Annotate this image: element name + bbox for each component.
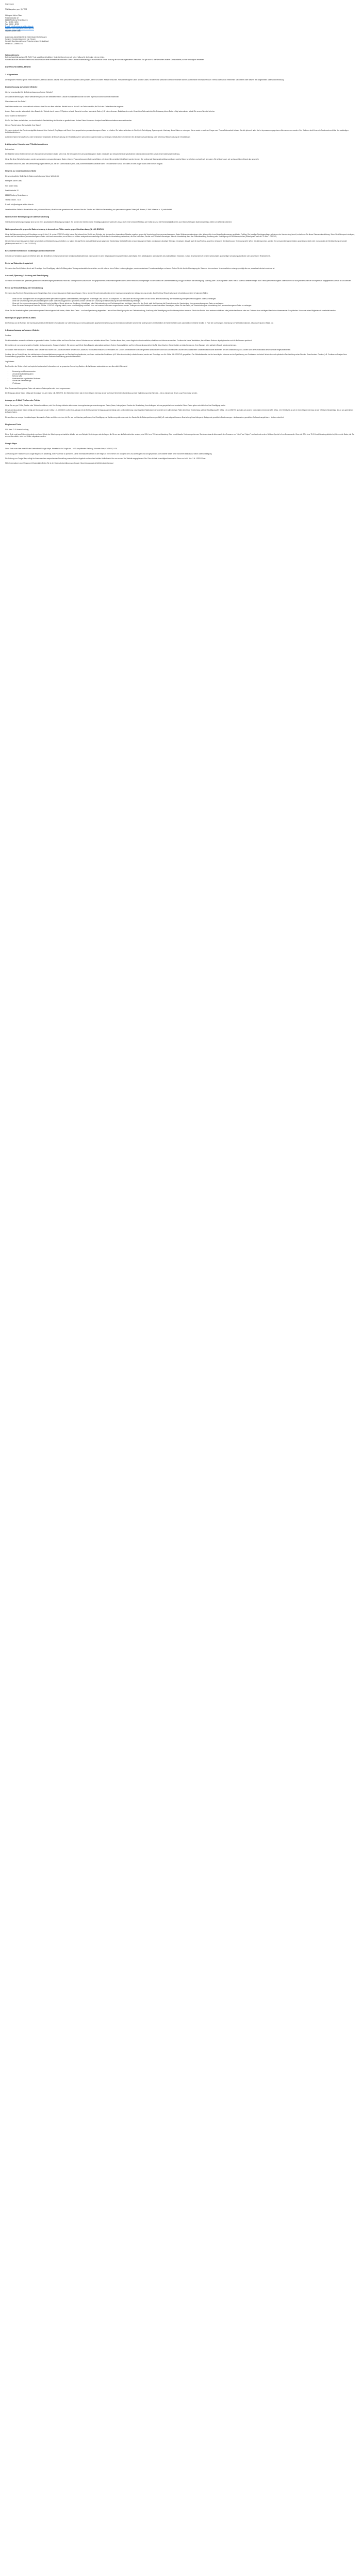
imprint-line: Steuer-Nr.: 2208963771 xyxy=(5,42,23,45)
section-heading: Datenerfassung auf unserer Website xyxy=(5,86,38,89)
privacy-section xyxy=(5,262,356,269)
imprint-line: 82643 Riedberg Rendsfraunen xyxy=(5,19,28,21)
section-paragraph: Mehr Informationen zum Umgang mit Nutzerdaten finden Sie in der Datenschutzerklärung von Google: https://www.google.de/intl/de/policies/privacy/. xyxy=(5,462,114,464)
list-item: • Uhrzeit der Serveranfrage xyxy=(12,380,356,382)
section-paragraph: Wer ist verantwortlich für die Datenerfassung auf dieser Website? xyxy=(5,91,53,94)
section-paragraph: Sie haben das Recht, Daten, die wir auf Grundlage Ihrer Einwilligung oder in Erfüllung eines Vertrags automatisiert verarbeiten, an sich oder an einen Dritten in einem gängigen, maschinenlesbaren Format aushändigen zu lassen. Sofern Sie die direkte Übertragung der Daten an einen anderen Verantwortlichen verlangen, erfolgt dies nur, soweit es technisch machbar ist. xyxy=(5,267,275,269)
section-paragraph: Wenn Sie uns per E-Mail, Telefon oder Telefax kontaktieren, wird Ihre Anfrage inklusive aller daraus hervorgehenden personenbezogenen Daten (Name, Anfrage) zum Zwecke der Bearbeitung Ihres Anliegens bei uns gespeichert und verarbeitet. Diese Daten geben wir nicht ohne Ihre Einwilligung weiter. xyxy=(5,404,226,406)
privacy-section xyxy=(5,216,356,223)
section-paragraph: Log-Dateien xyxy=(5,360,14,363)
section-paragraph: Friedrichstraße 32 xyxy=(5,189,19,192)
privacy-section xyxy=(5,317,356,324)
imprint-line: Metzgerei Achim Oltas xyxy=(5,14,22,17)
section-heading: Google Maps xyxy=(5,443,17,445)
privacy-section xyxy=(5,443,356,464)
section-paragraph: Wir weisen darauf hin, dass die Datenübertragung im Internet (z.B. bei der Kommunikation per E-Mail) Sicherheitslücken aufweisen kann. Ein lückenloser Schutz der Daten vor dem Zugriff durch Dritte ist nicht möglich. xyxy=(5,162,163,165)
imprint-website-link[interactable]: Internet: www.metzgerei-achim-oltas.de xyxy=(5,27,34,30)
privacy-section xyxy=(5,170,356,211)
section-paragraph: E-Mail: info@metzgerei-achim-oltas.de xyxy=(5,204,34,206)
section-paragraph: Metzgerei Achim Oltas xyxy=(5,180,22,182)
section-paragraph: Herr Achim Oltas xyxy=(5,184,18,187)
section-heading: Anfrage per E-Mail, Telefon oder Telefax xyxy=(5,399,41,401)
imprint-line: Fax: 08150 - 52 30 xyxy=(5,23,19,26)
section-heading: Plugins und Tools xyxy=(5,423,21,426)
list-item: • Referrer URL xyxy=(12,375,356,378)
section-paragraph: Zur Nutzung der Funktionen von Google Maps ist es notwendig, Ihre IP Adresse zu speichern. Diese Informationen werden in der Regel an einen Server von Google in den USA übertragen und dort gespeichert. Der Anbieter dieser Seite hat keinen Einfluss auf diese Datenübertragung. xyxy=(5,452,212,455)
section-paragraph: Datenschutz xyxy=(5,148,14,151)
list-item: • Hostname des zugreifenden Rechners xyxy=(12,378,356,380)
list-item: • Wenn Sie einen Widerspruch nach Art. 21 Abs. 1 DSGVO eingelegt haben, muss eine Abwägung zwischen Ihren und unseren Interessen vorgenommen werden. Solange noch nicht feststeht, wessen Interessen überwiegen, haben Sie das Recht, die Einschränkung der Verarbeitung Ihrer personenbezogenen Daten zu verlangen. xyxy=(12,304,356,307)
imprint-email-link[interactable]: E-Mail: info@metzgerei-achim-oltas.de xyxy=(5,25,34,28)
privacy-section xyxy=(5,228,356,245)
section-paragraph: Die folgenden Hinweise geben einen einfachen Überblick darüber, was mit Ihren personenbezogenen Daten passiert, wenn Sie unsere Website besuchen. Personenbezogene Daten sind alle Daten, mit denen Sie persönlich identifiziert werden können. Ausführliche Informationen zum Thema Datenschutz entnehmen Sie unserer unter diesem Text aufgeführten Datenschutzerklärung. xyxy=(5,78,284,81)
section-paragraph: Wenn Sie diese Website benutzen, werden verschiedene personenbezogene Daten erhoben. Personenbezogene Daten sind Daten, mit denen Sie persönlich identifiziert werden können. Die vorliegende Datenschutzerklärung erläutert, welche Daten wir erheben und wofür wir sie nutzen. Sie erläutert auch, wie und zu welchem Zweck das geschieht. xyxy=(5,158,259,160)
privacy-section xyxy=(5,287,356,312)
privacy-section xyxy=(5,329,356,394)
section-paragraph: Diese Seite nutzt aus Sicherheitsgründen und zum Schutz der Übertragung vertraulicher Inhalte, wie zum Beispiel Bestellungen oder Anfragen, die Sie an uns als Seitenbetreiber senden, eine SSL- bzw. TLS-Verschlüsselung. Eine verschlüsselte Verbindung erkennen Sie daran, dass die Adresszeile des Browsers von “http://” auf “https://” wechselt und an dem Schloss-Symbol in Ihrer Browserzeile. Wenn die SSL- bzw. TLS-Verschlüsselung aktiviert ist, können die Daten, die Sie an uns übermitteln, nicht von Dritten mitgelesen werden. xyxy=(5,433,354,438)
section-paragraph: Sie haben jederzeit das Recht unentgeltlich Auskunft über Herkunft, Empfänger und Zweck Ihrer gespeicherten personenbezogenen Daten zu erhalten. Sie haben außerdem ein Recht, die Berichtigung, Sperrung oder Löschung dieser Daten zu verlangen. Hierzu sowie zu weiteren Fragen zum Thema Datenschutz können Sie sich jederzeit unter der im Impressum angegebenen Adresse an uns wenden. Des Weiteren steht Ihnen ein Beschwerderecht bei der zuständigen Aufsichtsbehörde zu. xyxy=(5,129,349,133)
imprint-block xyxy=(5,8,356,61)
section-heading: Widerspruchsrecht gegen die Datenerhebung in besonderen Fällen sowie gegen Direktwerbung (Art. 21 DSGVO) xyxy=(5,228,105,230)
section-heading: Widerruf Ihrer Einwilligung zur Datenverarbeitung xyxy=(5,215,50,218)
section-heading: Recht auf Einschränkung der Verarbeitung xyxy=(5,287,43,290)
section-paragraph: Wie erfassen wir Ihre Daten? xyxy=(5,100,27,103)
section-paragraph: Die Internetseiten verwenden teilweise so genannte Cookies. Cookies richten auf Ihrem Rechner keinen Schaden an und enthalten keine Viren. Cookies dienen dazu, unser Angebot nutzerfreundlicher, effektiver und sicherer zu machen. Cookies sind kleine Textdateien, die auf Ihrem Rechner abgelegt werden und die Ihr Browser speichert. xyxy=(5,339,252,342)
section-heading: Widerspruch gegen Werbe-E-Mails xyxy=(5,317,36,319)
section-list xyxy=(5,298,356,307)
section-paragraph: Wenn Sie die Verarbeitung Ihrer personenbezogenen Daten eingeschränkt haben, dürfen diese Daten – von ihrer Speicherung abgesehen – nur mit Ihrer Einwilligung oder zur Geltendmachung, Ausübung oder Verteidigung von Rechtsansprüchen oder zum Schutz der Rechte einer anderen natürlichen oder juristischen Person oder aus Gründen eines wichtigen öffentlichen Interesses der Europäischen Union oder eines Mitgliedstaats verarbeitet werden. xyxy=(5,309,336,312)
section-heading: Hinweis zur verantwortlichen Stelle xyxy=(5,170,37,173)
section-paragraph: Andere Daten werden automatisch beim Besuch der Website durch unsere IT-Systeme erfasst. Das sind vor allem technische Daten (z.B. Internetbrowser, Betriebssystem oder Uhrzeit des Seitenaufrufs). Die Erfassung dieser Daten erfolgt automatisch, sobald Sie unsere Website betreten. xyxy=(5,110,216,112)
privacy-section xyxy=(5,143,356,165)
imprint-line: Tel.: 08150 - 5210 xyxy=(5,21,19,24)
list-item: • IP-Adresse xyxy=(12,382,356,385)
imprint-line: Inhaber: Achim Oltas xyxy=(5,29,21,32)
privacy-title: DATENSCHUTZERKLÄRUNG xyxy=(5,65,31,68)
section-paragraph: Diese Seite nutzt über eine API den Kartendienst Google Maps. Anbieter ist die Google Inc., 1600 Amphitheatre Parkway, Mountain View, CA 94043, USA. xyxy=(5,448,118,450)
section-paragraph: Die Betreiber dieser Seiten nehmen den Schutz Ihrer persönlichen Daten sehr ernst. Wir behandeln Ihre personenbezogenen Daten vertraulich und entsprechend der gesetzlichen Datenschutzvorschriften sowie dieser Datenschutzerklärung. xyxy=(5,153,180,156)
section-heading: 2. Allgemeine Hinweise und Pflichtinformationen xyxy=(5,143,48,146)
section-paragraph: Der Provider der Seiten erhebt und speichert automatisch Informationen in so genannten Server-Log-Dateien, die Ihr Browser automatisch an uns übermittelt. Dies sind: xyxy=(5,365,128,367)
section-paragraph: Wofür nutzen wir Ihre Daten? xyxy=(5,115,27,117)
section-paragraph: Cookies, die zur Durchführung des elektronischen Kommunikationsvorgangs oder zur Bereitstellung bestimmter, von Ihnen erwünschter Funktionen (z.B. Warenkorbfunktion) erforderlich sind, werden auf Grundlage von Art. 6 Abs. 1 lit. f DSGVO gespeichert. Der Websitebetreiber hat ein berechtigtes Interesse an der Speicherung von Cookies zur technisch fehlerfreien und optimierten Bereitstellung seiner Dienste. Soweit andere Cookies (z.B. Cookies zur Analyse Ihres Surfverhaltens) gespeichert werden, werden diese in dieser Datenschutzerklärung gesondert behandelt. xyxy=(5,353,347,358)
section-paragraph: 82643 Riedberg Rendsfraunen xyxy=(5,194,28,196)
section-paragraph: Eine Zusammenführung dieser Daten mit anderen Datenquellen wird nicht vorgenommen. xyxy=(5,387,71,389)
list-item: • Wenn Sie die Richtigkeit Ihrer bei uns gespeicherten personenbezogenen Daten bestreiten, benötigen wir in der Regel Zeit, um dies zu überprüfen. Für die Dauer der Prüfung haben Sie das Recht, die Einschränkung der Verarbeitung Ihrer personenbezogenen Daten zu verlangen. xyxy=(12,298,356,300)
section-paragraph: Sie können Ihren Browser so einstellen, dass Sie über das Setzen von Cookies informiert werden und Cookies nur im Einzelfall erlauben, die Annahme von Cookies für bestimmte Fälle oder generell ausschließen sowie das automatische Löschen der Cookies beim Schließen des Browser aktivieren. Bei der Deaktivierung von Cookies kann die Funktionalität dieser Website eingeschränkt sein. xyxy=(5,348,291,351)
section-heading: 3. Datenerfassung auf unserer Website xyxy=(5,329,40,332)
privacy-section xyxy=(5,423,356,438)
privacy-section xyxy=(5,74,356,81)
section-heading: Recht auf Datenübertragbarkeit xyxy=(5,262,33,264)
section-paragraph: Die Erfassung dieser Daten erfolgt auf Grundlage von Art. 6 Abs. 1 lit. f DSGVO. Der Websitebetreiber hat ein berechtigtes Interesse an der technisch fehlerfreien Darstellung und der Optimierung seiner Website – hierzu müssen die Server-Log-Files erfasst werden. xyxy=(5,392,198,394)
section-paragraph: Die Verarbeitung dieser Daten erfolgt auf Grundlage von Art. 6 Abs. 1 lit. b DSGVO, sofern Ihre Anfrage mit der Erfüllung eines Vertrags zusammenhängt oder zur Durchführung vorvertraglicher Maßnahmen erforderlich ist. In allen übrigen Fällen beruht die Verarbeitung auf Ihrer Einwilligung (Art. 6 Abs. 1 lit. a DSGVO) und/oder auf unseren berechtigten Interessen (Art. 6 Abs. 1 lit. f DSGVO), da wir ein berechtigtes Interesse an der effektiven Bearbeitung der an uns gerichteten Anfragen haben. xyxy=(5,409,353,414)
section-paragraph: Telefon: 08150 - 5210 xyxy=(5,199,21,201)
section-paragraph: Wenn die Datenverarbeitung auf Grundlage von Art. 6 Abs. 1 lit. e oder f DSGVO erfolgt, haben Sie jederzeit das Recht, aus Gründen, die sich aus Ihrer besonderen Situation ergeben, gegen die Verarbeitung Ihrer personenbezogenen Daten Widerspruch einzulegen; dies gilt auch für ein auf diese Bestimmungen gestütztes Profiling. Die jeweilige Rechtsgrundlage, auf denen eine Verarbeitung beruht, entnehmen Sie dieser Datenschutzerklärung. Wenn Sie Widerspruch einlegen, werden wir Ihre betroffenen personenbezogenen Daten nicht mehr verarbeiten, es sei denn, wir können zwingende schutzwürdige Gründe für die Verarbeitung nachweisen, die Ihre Interessen, Rechte und Freiheiten überwiegen oder die Verarbeitung dient der Geltendmachung, Ausübung oder Verteidigung von Rechtsansprüchen (Widerspruch nach Art. 21 Abs. 1 DSGVO). xyxy=(5,233,355,238)
section-paragraph: Der Nutzung von im Rahmen der Impressumspflicht veröffentlichten Kontaktdaten zur Übersendung von nicht ausdrücklich angeforderter Werbung und Informationsmaterialien wird hiermit widersprochen. Die Betreiber der Seiten behalten sich ausdrücklich rechtliche Schritte im Falle der unverlangten Zusendung von Werbeinformationen, etwa durch Spam-E-Mails, vor. xyxy=(5,322,274,325)
section-paragraph: Welche Rechte haben Sie bezüglich Ihrer Daten? xyxy=(5,124,41,127)
privacy-sections xyxy=(5,74,356,464)
section-paragraph: Außerdem haben Sie das Recht, unter bestimmten Umständen die Einschränkung der Verarbeitung Ihrer personenbezogenen Daten zu verlangen. Details hierzu entnehmen Sie der Datenschutzerklärung unter „Recht auf Einschränkung der Verarbeitung“. xyxy=(5,136,191,139)
privacy-section xyxy=(5,275,356,282)
imprint-line: Kammer: Handwerkskammer von Hessen xyxy=(5,38,36,41)
section-heading: Beschwerderecht bei der zuständigen Aufsichtsbehörde xyxy=(5,249,55,252)
list-item: • verwendetes Betriebssystem xyxy=(12,373,356,376)
section-paragraph: Werden Ihre personenbezogenen Daten verarbeitet, um Direktwerbung zu betreiben, so haben Sie das Recht, jederzeit Widerspruch gegen die Verarbeitung Sie betreffender personenbezogener Daten zum Zwecke derartiger Werbung einzulegen; dies gilt auch für das Profiling, soweit es mit solcher Direktwerbung in Verbindung steht. Wenn Sie widersprechen, werden Ihre personenbezogenen Daten anschließend nicht mehr zum Zwecke der Direktwerbung verwendet (Widerspruch nach Art. 21 Abs. 2 DSGVO). xyxy=(5,240,347,245)
section-paragraph: Die Nutzung von Google Maps erfolgt im Interesse einer ansprechenden Darstellung unserer Online-Angebote und an einer leichten Auffindbarkeit der von uns auf der Website angegebenen Orte. Dies stellt ein berechtigtes Interesse im Sinne von Art. 6 Abs. 1 lit. f DSGVO dar. xyxy=(5,457,206,460)
section-paragraph: Die meisten der von uns verwendeten Cookies sind so genannte „Session-Cookies“. Sie werden nach Ende Ihres Besuchs automatisch gelöscht. Andere Cookies bleiben auf Ihrem Endgerät gespeichert bis Sie diese löschen. Diese Cookies ermöglichen es uns, Ihren Browser beim nächsten Besuch wiederzuerkennen. xyxy=(5,344,237,346)
section-paragraph: Viele Datenverarbeitungsvorgänge sind nur mit Ihrer ausdrücklichen Einwilligung möglich. Sie können eine bereits erteilte Einwilligung jederzeit widerrufen. Dazu reicht eine formlose Mitteilung per E-Mail an uns. Die Rechtmäßigkeit der bis zum Widerruf erfolgten Datenverarbeitung bleibt vom Widerruf unberührt. xyxy=(5,221,232,223)
imprint-line: Zuständige Aufsichtsbehörde: Veterinäramt Geltinhausen xyxy=(5,36,47,39)
privacy-section xyxy=(5,399,356,418)
section-paragraph: Ihre Daten werden zum einen dadurch erhoben, dass Sie uns diese mitteilen. Hierbei kann es sich z.B. um Daten handeln, die Sie in ein Kontaktformular eingeben. xyxy=(5,105,124,108)
section-paragraph: Im Falle von Verstößen gegen die DSGVO steht den Betroffenen ein Beschwerderecht bei einer Aufsichtsbehörde, insbesondere in dem Mitgliedstaat ihres gewöhnlichen Aufenthalts, ihres Arbeitsplatzes oder des Orts des mutmaßlichen Verstoßes zu. Das Beschwerderecht besteht unbeschadet anderweitiger verwaltungsrechtlicher oder gerichtlicher Rechtsbehelfe. xyxy=(5,255,271,257)
list-item: • Wenn wir Ihre personenbezogenen Daten nicht mehr benötigen, Sie sie jedoch zur Ausübung, Verteidigung oder Geltendmachung von Rechtsansprüchen benötigen, haben Sie das Recht, statt der Löschung die Einschränkung der Verarbeitung Ihrer personenbezogenen Daten zu verlangen. xyxy=(12,302,356,305)
section-paragraph: Sie haben das Recht, die Einschränkung der Verarbeitung Ihrer personenbezogenen Daten zu verlangen. Hierzu können Sie sich jederzeit unter der im Impressum angegebenen Adresse an uns wenden. Das Recht auf Einschränkung der Verarbeitung besteht in folgenden Fällen: xyxy=(5,292,208,295)
section-paragraph: Cookies xyxy=(5,334,11,337)
section-paragraph: Die von Ihnen an uns per Kontaktanfragen übersandten Daten verbleiben bei uns, bis Sie uns zur Löschung auffordern, Ihre Einwilligung zur Speicherung widerrufen oder der Zweck für die Datenspeicherung entfällt (z.B. nach abgeschlossener Bearbeitung Ihres Anliegens). Zwingende gesetzliche Bestimmungen – insbesondere gesetzliche Aufbewahrungsfristen – bleiben unberührt. xyxy=(5,416,284,418)
section-list xyxy=(5,370,356,385)
imprint-line: Friedrichstraße 32 xyxy=(5,16,19,19)
privacy-section xyxy=(5,86,356,138)
section-paragraph: SSL- bzw. TLS-Verschlüsselung xyxy=(5,428,29,431)
section-paragraph: Ein Teil der Daten wird erhoben, um eine fehlerfreie Bereitstellung der Website zu gewährleisten. Andere Daten können zur Analyse Ihres Nutzerverhaltens verwendet werden. xyxy=(5,120,133,122)
liability-text: Datenschutzerklärung/gem.§5, TMG: Trotz sorgfältiger inhaltlicher Kontrolle übernehmen wir keine Haftung für die Inhalte externer Links. xyxy=(5,56,105,59)
section-heading: Auskunft, Sperrung, Löschung und Berichtigung xyxy=(5,275,48,277)
liability-title: Haftungshinweis: xyxy=(5,54,20,56)
section-paragraph: Die Datenverarbeitung auf dieser Website erfolgt durch den Websitebetreiber. Dessen Kontaktdaten können Sie dem Impressum dieser Website entnehmen. xyxy=(5,96,120,98)
section-heading: 1. Allgemeines xyxy=(5,73,19,76)
imprint-line: Pflichtangaben gem. §5, TMG xyxy=(5,8,27,11)
privacy-section xyxy=(5,250,356,257)
list-item: • Browsertyp und Browserversion xyxy=(12,370,356,373)
disclaimer-text: Für den Inhalt der verlinkten Seiten sind ausschließlich deren Betreiber verantwortlich. Diese Datenschutzerklärung gilt ausschließlich für die Nutzung der von uns angebotenen Webseiten. Sie gilt nicht für die Webseiten anderer Dienstanbieter, auf die wir lediglich verweisen. xyxy=(5,58,205,61)
section-paragraph: Verantwortliche Stelle ist die natürliche oder juristische Person, die allein oder gemeinsam mit anderen über die Zwecke und Mittel der Verarbeitung von personenbezogenen Daten (z.B. Namen, E-Mail-Adressen o. Ä.) entscheidet. xyxy=(5,208,172,211)
imprint-line: Gesetzl. Berufsbezeichnung: Fleischermeister, Deutschland xyxy=(5,40,49,43)
list-item: • Wenn die Verarbeitung Ihrer personenbezogenen Daten unrechtmäßig geschah / geschieht, können Sie statt der Löschung die Einschränkung der Datenverarbeitung verlangen. xyxy=(12,300,356,302)
section-paragraph: Sie haben im Rahmen der geltenden gesetzlichen Bestimmungen jederzeit das Recht auf unentgeltliche Auskunft über Ihre gespeicherten personenbezogenen Daten, deren Herkunft und Empfänger und den Zweck der Datenverarbeitung und ggf. ein Recht auf Berichtigung, Sperrung oder Löschung dieser Daten. Hierzu sowie zu weiteren Fragen zum Thema personenbezogene Daten können Sie sich jederzeit unter der im Impressum angegebenen Adresse an uns wenden. xyxy=(5,280,352,282)
page-title: Impressum xyxy=(5,3,14,5)
section-paragraph: Die verantwortliche Stelle für die Datenverarbeitung auf dieser Website ist: xyxy=(5,175,60,178)
